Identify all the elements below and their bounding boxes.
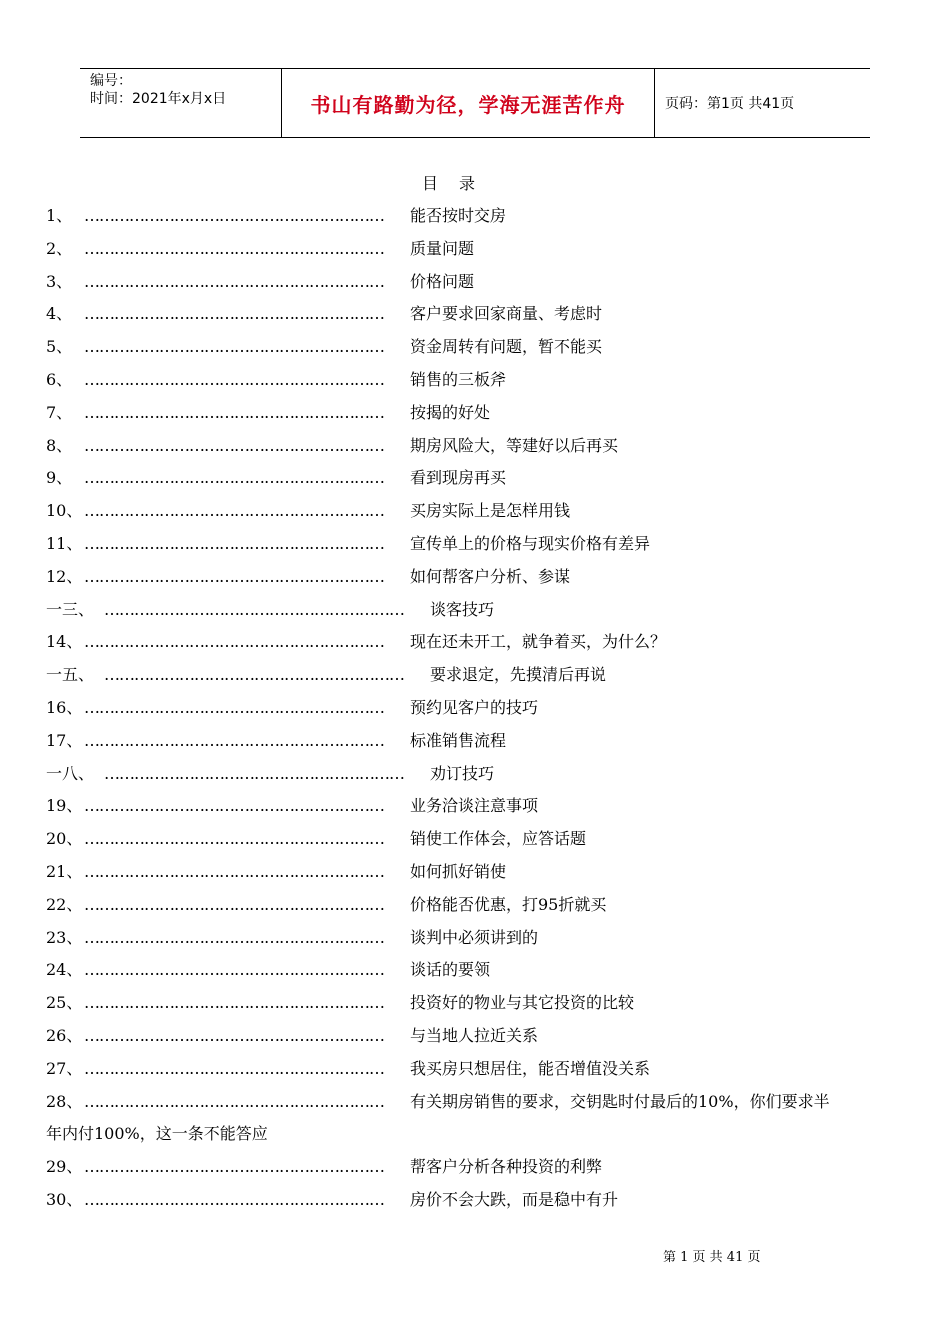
toc-entry-number: 20、 [46, 829, 83, 849]
toc-leader-dots: …………………………………………………… [84, 730, 384, 750]
toc-entry-title: 看到现房再买 [410, 468, 507, 488]
toc-entry-title: 价格能否优惠，打95折就买 [410, 894, 607, 914]
toc-entry-title: 期房风险大，等建好以后再买 [410, 435, 619, 455]
toc-entry[interactable] [46, 561, 916, 594]
toc-entry-number: 一三、 [46, 599, 95, 619]
toc-entry[interactable] [46, 758, 916, 791]
toc-entry[interactable] [46, 1020, 916, 1053]
toc-entry-title: 销使工作体会，应答话题 [410, 829, 587, 849]
toc-entry-number: 6、 [46, 369, 73, 389]
toc-leader-dots: …………………………………………………… [84, 960, 384, 980]
toc-leader-dots: …………………………………………………… [104, 763, 404, 783]
toc-entry-title: 谈判中必须讲到的 [410, 927, 539, 947]
toc-entry-number: 11、 [46, 533, 83, 553]
toc-entry-title: 销售的三板斧 [410, 369, 507, 389]
toc-entry-title: 谈客技巧 [430, 599, 495, 619]
toc-entry-number: 7、 [46, 402, 73, 422]
toc-entry[interactable] [46, 790, 916, 823]
number-label: 编号： [90, 73, 132, 89]
toc-entry-title: 宣传单上的价格与现实价格有差异 [410, 533, 651, 553]
toc-entry[interactable] [46, 528, 916, 561]
toc-entry[interactable] [46, 298, 916, 331]
toc-entry[interactable] [46, 856, 916, 889]
toc-entry[interactable] [46, 331, 916, 364]
toc-leader-dots: …………………………………………………… [84, 1189, 384, 1209]
toc-leader-dots: …………………………………………………… [84, 271, 384, 291]
toc-entry-number: 4、 [46, 304, 73, 324]
toc-entry[interactable] [46, 922, 916, 955]
toc-leader-dots: …………………………………………………… [84, 697, 384, 717]
toc-leader-dots: …………………………………………………… [84, 993, 384, 1013]
toc-entry-title: 如何帮客户分析、参谋 [410, 566, 571, 586]
toc-entry-number: 25、 [46, 993, 83, 1013]
toc-entry[interactable] [46, 954, 916, 987]
toc-entry[interactable] [46, 1086, 916, 1152]
toc-entry[interactable] [46, 594, 916, 627]
toc-entry-title: 标准销售流程 [410, 730, 507, 750]
toc-entry-title: 劝订技巧 [430, 763, 495, 783]
toc-leader-dots: …………………………………………………… [84, 369, 384, 389]
toc-entry-number: 9、 [46, 468, 73, 488]
toc-entry[interactable] [46, 200, 916, 233]
toc-entry-title: 现在还未开工，就争着买，为什么？ [410, 632, 667, 652]
table-of-contents [46, 200, 916, 1217]
toc-leader-dots: …………………………………………………… [84, 501, 384, 521]
toc-entry-number: 16、 [46, 697, 83, 717]
page-footer: 第 1 页 共 41 页 [663, 1250, 761, 1265]
toc-entry-number: 27、 [46, 1058, 83, 1078]
toc-leader-dots: …………………………………………………… [84, 1025, 384, 1045]
toc-entry-title: 房价不会大跌，而是稳中有升 [410, 1189, 619, 1209]
toc-entry-title: 有关期房销售的要求，交钥匙时付最后的10%，你们要求半 [410, 1091, 830, 1111]
toc-entry[interactable] [46, 725, 916, 758]
toc-leader-dots: …………………………………………………… [84, 238, 384, 258]
header-page-cell [655, 69, 870, 137]
toc-entry-number: 30、 [46, 1189, 83, 1209]
toc-entry[interactable] [46, 692, 916, 725]
toc-entry[interactable] [46, 397, 916, 430]
toc-leader-dots: …………………………………………………… [84, 1091, 384, 1111]
toc-leader-dots: …………………………………………………… [104, 599, 404, 619]
toc-leader-dots: …………………………………………………… [84, 468, 384, 488]
toc-entry-title: 业务洽谈注意事项 [410, 796, 539, 816]
toc-entry-number: 26、 [46, 1025, 83, 1045]
toc-leader-dots: …………………………………………………… [84, 861, 384, 881]
toc-entry-number: 2、 [46, 238, 73, 258]
toc-entry-number: 8、 [46, 435, 73, 455]
toc-entry-number: 29、 [46, 1157, 83, 1177]
toc-entry-number: 一五、 [46, 665, 95, 685]
toc-entry-title: 预约见客户的技巧 [410, 697, 539, 717]
toc-entry-number: 24、 [46, 960, 83, 980]
toc-entry-number: 12、 [46, 566, 83, 586]
toc-entry-title: 质量问题 [410, 238, 475, 258]
toc-entry[interactable] [46, 659, 916, 692]
header-motto-cell [282, 69, 655, 137]
toc-leader-dots: …………………………………………………… [84, 927, 384, 947]
toc-entry-title: 与当地人拉近关系 [410, 1025, 539, 1045]
toc-entry-number: 3、 [46, 271, 73, 291]
toc-entry-title: 帮客户分析各种投资的利弊 [410, 1157, 603, 1177]
toc-leader-dots: …………………………………………………… [84, 829, 384, 849]
motto-text: 书山有路勤为径，学海无涯苦作舟 [310, 92, 626, 117]
toc-entry-number: 14、 [46, 632, 83, 652]
toc-leader-dots: …………………………………………………… [84, 402, 384, 422]
toc-entry-title: 投资好的物业与其它投资的比较 [410, 993, 635, 1013]
toc-entry-title: 资金周转有问题，暂不能买 [410, 337, 603, 357]
toc-entry[interactable] [46, 364, 916, 397]
toc-entry-number: 10、 [46, 501, 83, 521]
toc-entry[interactable] [46, 462, 916, 495]
toc-entry[interactable] [46, 626, 916, 659]
toc-entry-number: 19、 [46, 796, 83, 816]
toc-leader-dots: …………………………………………………… [84, 1157, 384, 1177]
toc-entry[interactable] [46, 1151, 916, 1184]
time-label: 时间：2021年x月x日 [90, 91, 227, 107]
toc-entry[interactable] [46, 266, 916, 299]
toc-leader-dots: …………………………………………………… [84, 566, 384, 586]
toc-entry-title: 客户要求回家商量、考虑时 [410, 304, 603, 324]
toc-leader-dots: …………………………………………………… [84, 337, 384, 357]
header-meta-cell [80, 69, 282, 137]
toc-entry-title: 谈话的要领 [410, 960, 491, 980]
toc-entry-number: 17、 [46, 730, 83, 750]
toc-entry-title: 如何抓好销使 [410, 861, 507, 881]
toc-leader-dots: …………………………………………………… [84, 304, 384, 324]
page-info: 页码：第1页 共41页 [665, 96, 795, 112]
toc-entry-title: 要求退定，先摸清后再说 [430, 665, 607, 685]
toc-entry[interactable] [46, 889, 916, 922]
toc-entry-title: 能否按时交房 [410, 206, 507, 225]
toc-entry-number: 28、 [46, 1091, 83, 1111]
toc-entry[interactable] [46, 823, 916, 856]
document-header-table [80, 68, 870, 138]
toc-entry-number: 22、 [46, 894, 83, 914]
toc-entry-number: 21、 [46, 861, 83, 881]
toc-entry[interactable] [46, 233, 916, 266]
toc-entry-title-continued: 年内付100%，这一条不能答应 [46, 1124, 268, 1144]
toc-leader-dots: …………………………………………………… [84, 796, 384, 816]
toc-entry[interactable] [46, 1184, 916, 1217]
toc-entry[interactable] [46, 495, 916, 528]
toc-title: 目 录 [421, 174, 484, 193]
toc-leader-dots: …………………………………………………… [84, 435, 384, 455]
toc-entry-number: 1、 [46, 206, 73, 225]
toc-entry[interactable] [46, 430, 916, 463]
toc-leader-dots: …………………………………………………… [84, 894, 384, 914]
toc-entry-title: 买房实际上是怎样用钱 [410, 501, 571, 521]
toc-leader-dots: …………………………………………………… [84, 632, 384, 652]
toc-entry-title: 我买房只想居住，能否增值没关系 [410, 1058, 651, 1078]
toc-entry-number: 5、 [46, 337, 73, 357]
toc-entry-title: 价格问题 [410, 271, 475, 291]
toc-entry-title: 按揭的好处 [410, 402, 491, 422]
toc-entry-number: 23、 [46, 927, 83, 947]
toc-leader-dots: …………………………………………………… [84, 206, 384, 225]
toc-entry[interactable] [46, 1053, 916, 1086]
toc-leader-dots: …………………………………………………… [104, 665, 404, 685]
toc-leader-dots: …………………………………………………… [84, 1058, 384, 1078]
toc-entry-number: 一八、 [46, 763, 95, 783]
toc-leader-dots: …………………………………………………… [84, 533, 384, 553]
toc-entry[interactable] [46, 987, 916, 1020]
